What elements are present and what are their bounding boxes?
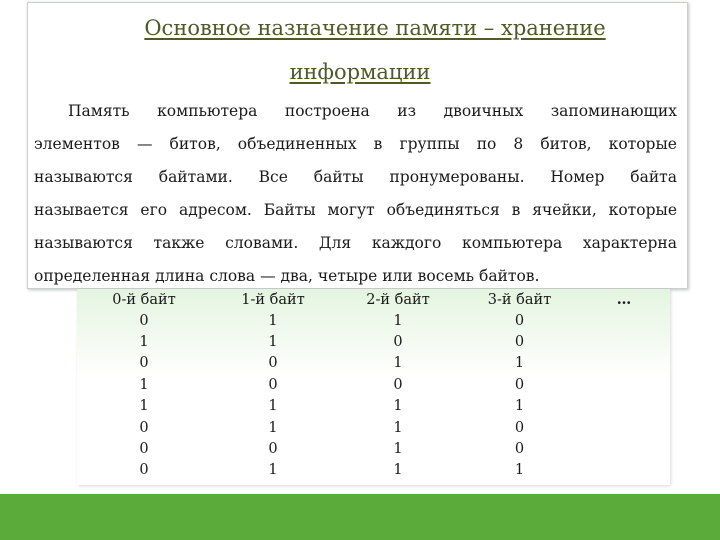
empty-cell	[578, 438, 670, 459]
bit-cell: 1	[268, 312, 278, 329]
table-row	[77, 460, 670, 481]
bit-cell: 0	[514, 441, 525, 458]
bit-cell: 1	[514, 355, 525, 372]
table-row	[77, 353, 670, 374]
table-row	[77, 396, 670, 417]
header-byte-0: 0-й байт	[112, 291, 176, 308]
bit-cell: 0	[514, 419, 525, 436]
bit-cell: 1	[268, 398, 278, 415]
bit-cell: 0	[514, 376, 525, 393]
header-ellipsis: …	[616, 291, 632, 308]
bit-cell: 1	[139, 398, 149, 415]
bytes-table-panel	[77, 289, 670, 485]
bit-cell: 1	[393, 398, 403, 415]
footer-accent-bar	[0, 494, 720, 540]
bit-cell: 0	[393, 334, 403, 351]
bit-cell: 1	[393, 462, 403, 479]
bit-cell: 0	[139, 441, 149, 458]
bytes-table	[77, 289, 670, 481]
empty-cell	[578, 353, 670, 374]
bit-cell: 0	[268, 441, 278, 458]
bit-cell: 0	[514, 312, 525, 329]
bit-cell: 1	[139, 334, 149, 351]
bit-cell: 1	[268, 419, 278, 436]
empty-cell	[578, 331, 670, 352]
table-row	[77, 374, 670, 395]
table-row	[77, 438, 670, 459]
bit-cell: 0	[139, 462, 149, 479]
bit-cell: 0	[268, 355, 278, 372]
table-row	[77, 331, 670, 352]
bit-cell: 1	[393, 355, 403, 372]
empty-cell	[578, 460, 670, 481]
paragraph-line: Память компьютера построена из двоичных запоминающих	[68, 102, 677, 120]
bit-cell: 1	[268, 462, 278, 479]
empty-cell	[578, 396, 670, 417]
paragraph-line: элементов — битов, объединенных в группы по 8 битов, которые	[34, 135, 677, 153]
bit-cell: 0	[393, 376, 403, 393]
header-byte-3: 3-й байт	[487, 291, 552, 308]
body-paragraph	[34, 95, 677, 293]
bit-cell: 1	[268, 334, 278, 351]
slide-title-line-1: Основное назначение памяти – хранение	[144, 16, 606, 40]
slide-title-line-2: информации	[289, 60, 431, 84]
paragraph-line: называются также словами. Для каждого компьютера характерна	[34, 234, 677, 252]
table-header-row	[77, 289, 670, 310]
bit-cell: 1	[393, 441, 403, 458]
header-byte-1: 1-й байт	[241, 291, 305, 308]
paragraph-line: определенная длина слова — два, четыре или восемь байтов.	[34, 267, 540, 285]
table-row	[77, 417, 670, 438]
table-row	[77, 310, 670, 331]
bit-cell: 0	[514, 334, 525, 351]
bit-cell: 0	[139, 419, 149, 436]
bit-cell: 1	[393, 419, 403, 436]
bit-cell: 1	[139, 376, 149, 393]
paragraph-line: называется его адресом. Байты могут объединяться в ячейки, которые	[34, 201, 677, 219]
empty-cell	[578, 374, 670, 395]
bit-cell: 0	[268, 376, 278, 393]
paragraph-line: называются байтами. Все байты пронумерованы. Номер байта	[34, 168, 677, 186]
bit-cell: 0	[139, 312, 149, 329]
empty-cell	[578, 417, 670, 438]
header-byte-2: 2-й байт	[366, 291, 430, 308]
empty-cell	[578, 310, 670, 331]
bit-cell: 1	[514, 398, 525, 415]
bit-cell: 0	[139, 355, 149, 372]
bit-cell: 1	[514, 462, 525, 479]
bit-cell: 1	[393, 312, 403, 329]
